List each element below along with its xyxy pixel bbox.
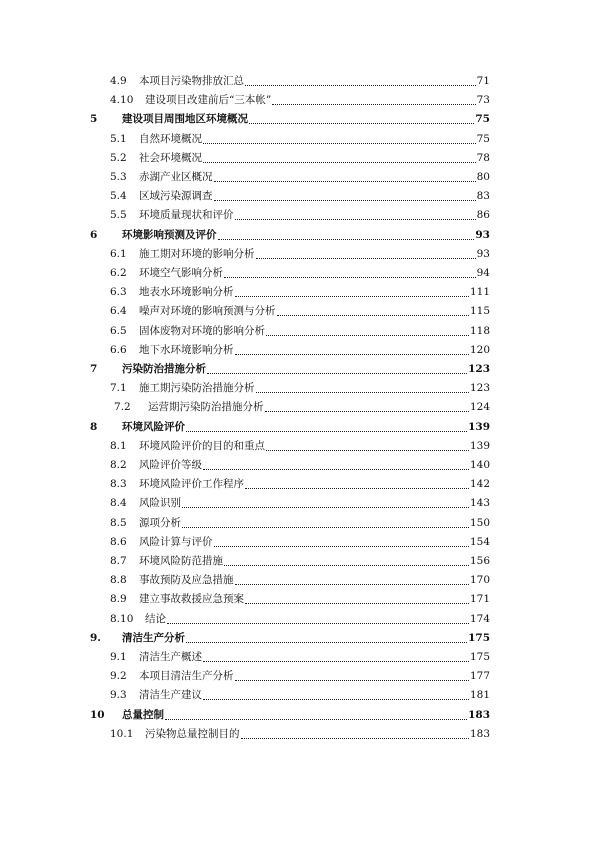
toc-title: 环境风险评价的目的和重点 [139,439,265,452]
toc-number: 6.3 [110,286,127,299]
toc-number: 5.4 [110,190,127,203]
dot-leader [186,632,467,643]
dot-leader [249,113,474,124]
toc-title: 固体废物对环境的影响分析 [139,324,265,337]
toc-number: 4.9 [110,75,127,87]
dot-leader [256,248,476,259]
toc-entry[interactable] [110,454,490,472]
dot-leader [256,382,469,393]
dot-leader [235,574,469,585]
toc-title: 清洁生产概述 [139,651,202,663]
toc-title: 清洁生产分析 [122,631,185,644]
toc-chapter[interactable] [90,627,490,645]
toc-title: 施工期对环境的影响分析 [139,247,255,260]
toc-number: 9.1 [110,651,127,663]
toc-entry[interactable] [110,339,490,357]
toc-entry[interactable] [110,147,490,165]
toc-entry[interactable] [110,473,490,491]
toc-entry[interactable] [110,550,490,568]
toc-entry[interactable] [110,684,490,702]
dot-leader [203,689,469,700]
dot-leader [167,613,469,624]
toc-page-number: 78 [476,151,490,164]
dot-leader [186,421,467,432]
toc-number: 8.9 [110,593,127,606]
toc-number: 8.7 [110,555,127,567]
toc-entry[interactable] [114,396,490,414]
toc-number: 9.2 [110,670,127,683]
toc-title: 地表水环境影响分析 [139,286,234,299]
toc-entry[interactable] [110,646,490,664]
toc-page-number: 175 [469,651,490,663]
toc-title: 本项目污染物排放汇总 [139,75,244,87]
toc-title: 施工期污染防治措施分析 [139,382,255,395]
toc-page-number: 120 [469,343,490,356]
dot-leader [245,75,476,86]
toc-page-number: 75 [475,113,490,126]
toc-page-number: 115 [469,305,490,318]
toc-entry[interactable] [110,569,490,587]
toc-title: 总量控制 [122,708,164,721]
toc-entry[interactable] [110,281,490,299]
dot-leader [241,728,469,739]
toc-number: 8 [90,420,98,433]
toc-title: 事故预防及应急措施 [139,574,234,587]
toc-entry[interactable] [110,320,490,338]
toc-page-number: 123 [469,382,490,395]
toc-entry[interactable] [110,531,490,549]
toc-number: 6.5 [110,324,127,337]
toc-title: 风险评价等级 [139,459,202,471]
dot-leader [266,440,469,451]
toc-title: 环境风险评价工作程序 [139,478,244,491]
toc-entry[interactable] [110,300,490,318]
dot-leader [218,229,475,240]
toc-title: 地下水环境影响分析 [139,343,234,356]
toc-page-number: 139 [469,439,490,452]
toc-page-number: 73 [476,94,490,107]
dot-leader [214,171,476,182]
toc-title: 清洁生产建议 [139,689,202,702]
toc-title: 源项分析 [139,516,181,529]
toc-number: 7 [90,363,98,375]
toc-page-number: 183 [469,727,490,740]
dot-leader [203,133,476,144]
toc-entry[interactable] [110,204,490,222]
dot-leader [245,478,469,489]
dot-leader [235,209,476,220]
toc-title: 风险计算与评价 [139,535,213,548]
toc-number: 8.8 [110,574,127,587]
toc-title: 环境质量现状和评价 [139,209,234,222]
toc-title: 噪声对环境的影响预测与分析 [139,305,276,318]
toc-chapter[interactable] [90,416,490,434]
toc-number: 8.6 [110,535,127,548]
toc-page-number: 143 [469,497,490,510]
dot-leader [165,709,467,720]
toc-number: 8.5 [110,516,127,529]
dot-leader [224,555,469,566]
toc-entry[interactable] [110,608,490,626]
toc-title: 赤湖产业区概况 [139,171,213,183]
toc-entry[interactable] [110,70,490,88]
toc-page-number: 174 [469,612,490,625]
toc-number: 5.1 [110,132,127,145]
toc-page-number: 83 [476,190,490,203]
dot-leader [245,593,469,604]
toc-number: 6.6 [110,343,127,356]
toc-page-number: 118 [469,324,490,337]
toc-number: 6.4 [110,305,127,318]
toc-number: 8.2 [110,459,127,471]
toc-entry[interactable] [110,435,490,453]
dot-leader [203,459,469,470]
toc-chapter[interactable] [90,358,490,376]
toc-page-number: 93 [476,247,490,260]
dot-leader [207,363,467,374]
dot-leader [214,536,469,547]
toc-title: 建立事故救援应急预案 [139,593,244,606]
toc-title: 区域污染源调查 [139,190,213,203]
toc-title: 运营期污染防治措施分析 [148,401,264,414]
toc-page-number: 71 [476,75,490,87]
toc-number: 5.3 [110,171,127,183]
toc-page-number: 142 [469,478,490,491]
toc-entry[interactable] [110,377,490,395]
dot-leader [266,325,469,336]
toc-title: 污染防治措施分析 [122,363,206,375]
toc-title: 环境风险评价 [122,420,185,433]
toc-page-number: 124 [469,401,490,414]
dot-leader [235,344,469,355]
toc-entry[interactable] [110,512,490,530]
toc-page-number: 94 [476,267,490,279]
toc-page-number: 140 [469,459,490,471]
toc-number: 10.1 [110,727,134,740]
toc-number: 7.1 [110,382,127,395]
toc-number: 8.1 [110,439,127,452]
toc-title: 环境影响预测及评价 [122,228,217,241]
toc-page-number: 123 [468,363,490,375]
toc-number: 8.4 [110,497,127,510]
toc-page-number: 86 [476,209,490,222]
toc-entry[interactable] [110,128,490,146]
toc-page-number: 183 [468,708,490,721]
toc-page-number: 175 [468,631,490,644]
toc-number: 8.3 [110,478,127,491]
toc-entry[interactable] [110,665,490,683]
toc-entry[interactable] [110,492,490,510]
toc-entry[interactable] [110,166,490,184]
toc-entry[interactable] [110,243,490,261]
toc-title: 环境空气影响分析 [139,267,223,279]
dot-leader [203,152,476,163]
toc-number: 7.2 [114,401,131,414]
toc-entry[interactable] [110,588,490,606]
toc-number: 5 [90,113,98,126]
toc-number: 8.10 [110,612,134,625]
toc-page-number: 93 [475,228,490,241]
toc-number: 9. [90,631,101,644]
toc-page-number: 177 [469,670,490,683]
toc-title: 建设项目改建前后“三本帐” [145,94,272,107]
toc-title: 本项目清洁生产分析 [139,670,234,683]
toc-number: 6 [90,228,98,241]
toc-title: 结论 [145,612,166,625]
toc-page-number: 156 [469,555,490,567]
toc-number: 6.1 [110,247,127,260]
toc-number: 5.5 [110,209,127,222]
toc-chapter[interactable] [90,704,490,722]
toc-number: 9.3 [110,689,127,702]
toc-entry[interactable] [110,185,490,203]
toc-title: 自然环境概况 [139,132,202,145]
dot-leader [214,190,476,201]
toc-entry[interactable] [110,262,490,280]
toc-page-number: 80 [476,171,490,183]
toc-page-number: 150 [469,516,490,529]
toc-title: 风险识别 [139,497,181,510]
toc-page-number: 139 [468,420,490,433]
dot-leader [182,517,469,528]
toc-page-number: 170 [469,574,490,587]
toc-title: 社会环境概况 [139,151,202,164]
dot-leader [235,286,469,297]
toc-chapter[interactable] [90,224,490,242]
dot-leader [272,94,475,105]
toc-entry[interactable] [110,723,490,741]
dot-leader [235,670,469,681]
toc-number: 5.2 [110,151,127,164]
toc-title: 环境风险防范措施 [139,555,223,567]
toc-title: 污染物总量控制目的 [145,727,240,740]
dot-leader [265,401,469,412]
toc-page-number: 171 [469,593,490,606]
toc-number: 4.10 [110,94,134,107]
toc-chapter[interactable] [90,108,490,126]
toc-page-number: 154 [469,535,490,548]
toc-number: 6.2 [110,267,127,279]
dot-leader [277,305,469,316]
toc-title: 建设项目周围地区环境概况 [122,113,248,126]
toc-page-number: 75 [476,132,490,145]
toc-page-number: 181 [469,689,490,702]
toc-page-number: 111 [469,286,490,299]
dot-leader [203,651,469,662]
toc-entry[interactable] [110,89,490,107]
dot-leader [224,267,476,278]
dot-leader [182,497,469,508]
toc-number: 10 [90,708,105,721]
